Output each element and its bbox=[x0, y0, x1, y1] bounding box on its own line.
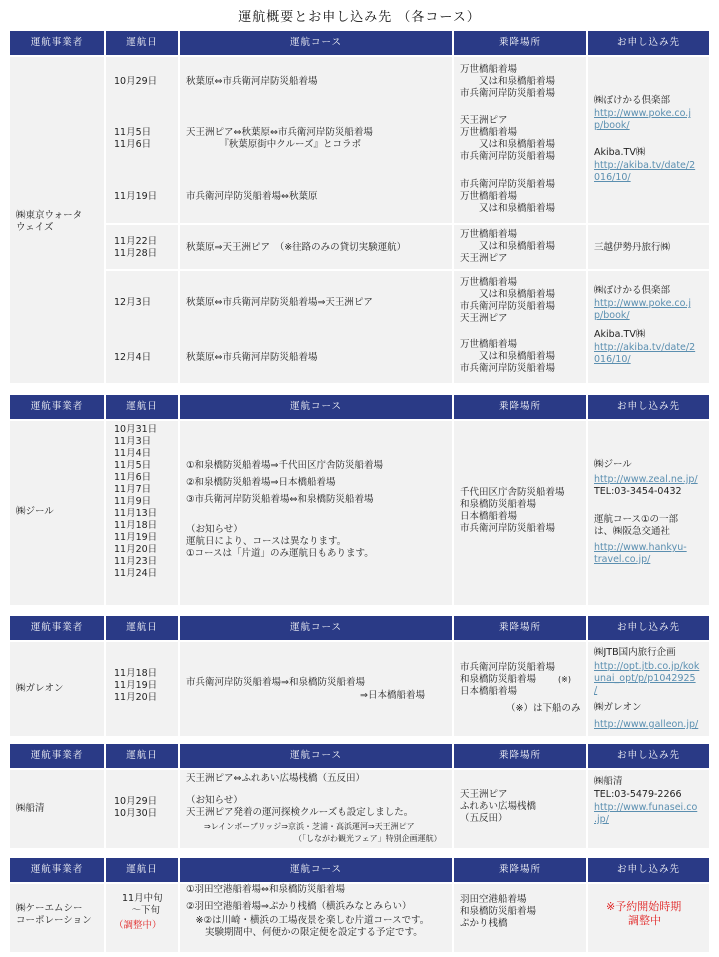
table-header bbox=[10, 31, 709, 55]
header-apply: お申し込み先 bbox=[588, 744, 709, 768]
operator-name: ㈱船清 bbox=[16, 803, 45, 814]
header-operator: 運航事業者 bbox=[10, 858, 104, 882]
row-course: 市兵衛河岸防災船着場⇒和泉橋防災船着場 bbox=[186, 677, 365, 688]
course-note: ⇒レインボーブリッジ⇒京浜・芝浦・高浜運河⇒天王洲ピア bbox=[204, 822, 415, 831]
header-course: 運航コース bbox=[180, 744, 452, 768]
row-date: 12月4日 bbox=[114, 352, 152, 363]
row-date: 11月5日 11月6日 bbox=[114, 127, 152, 150]
apply-link[interactable]: http://akiba.tv/date/2 016/10/ bbox=[594, 160, 696, 183]
row-course: 市兵衛河岸防災船着場⇔秋葉原 bbox=[186, 191, 318, 202]
apply-name: ㈱船清 bbox=[594, 776, 623, 787]
apply-tel: TEL:03-5479-2266 bbox=[594, 789, 682, 800]
course-2: ②和泉橋防災船着場⇒日本橋船着場 bbox=[186, 477, 336, 488]
header-apply: お申し込み先 bbox=[588, 858, 709, 882]
section-zeal bbox=[10, 395, 709, 605]
row-stops: 万世橋船着場 又は和泉橋船着場 市兵衛河岸防災船着場 天王洲ピア bbox=[460, 277, 556, 324]
section-kmc bbox=[10, 858, 709, 952]
course-1: ①羽田空港船着場⇔和泉橋防災船着場 bbox=[186, 884, 345, 895]
header-course: 運航コース bbox=[180, 31, 452, 55]
apply-name: Akiba.TV㈱ bbox=[594, 147, 646, 158]
course-note: （お知らせ） 天王洲ピア発着の運河探検クルーズも設定しました。 bbox=[186, 795, 414, 818]
row-course: 秋葉原⇒天王洲ピア （※往路のみの貸切実験運航） bbox=[186, 242, 407, 253]
apply-link[interactable]: http://www.poke.co.j p/book/ bbox=[594, 298, 691, 321]
header-stops: 乗降場所 bbox=[454, 744, 586, 768]
course-2: ②羽田空港船着場⇒ぷかり桟橋（横浜みなとみらい） bbox=[186, 901, 412, 912]
row-stops: 羽田空港船着場 和泉橋防災船着場 ぷかり桟橋 bbox=[460, 894, 537, 929]
stops-mark: (※) bbox=[558, 675, 571, 684]
apply-name: 三越伊勢丹旅行㈱ bbox=[594, 242, 671, 253]
row-date: 11月19日 bbox=[114, 191, 158, 202]
row-dates: 11月18日 11月19日 11月20日 bbox=[114, 668, 158, 703]
header-course: 運航コース bbox=[180, 395, 452, 419]
row-dates: 10月29日 10月30日 bbox=[114, 796, 158, 819]
header-stops: 乗降場所 bbox=[454, 858, 586, 882]
row-dates: 10月31日 11月3日 11月4日 11月5日 11月6日 11月7日 11月9日 11月13日 11月18日 11月19日 11月20日 11月23日 11月24日 bbox=[114, 424, 158, 579]
operator-name: ㈱ガレオン bbox=[16, 683, 64, 694]
header-operator: 運航事業者 bbox=[10, 744, 104, 768]
page-title: 運航概要とお申し込み先 （各コース） bbox=[238, 10, 481, 25]
apply-status: ※予約開始時期 調整中 bbox=[606, 900, 682, 927]
row-stops: 千代田区庁舎防災船着場 和泉橋防災船着場 日本橋船着場 市兵衛河岸防災船着場 bbox=[460, 487, 565, 534]
header-date: 運航日 bbox=[106, 616, 178, 640]
header-date: 運航日 bbox=[106, 858, 178, 882]
header-stops: 乗降場所 bbox=[454, 395, 586, 419]
row-course: 秋葉原⇔市兵衛河岸防災船着場⇒天王洲ピア bbox=[186, 297, 373, 308]
section-funasei bbox=[10, 744, 709, 848]
table-header bbox=[10, 616, 709, 640]
row-course: 秋葉原⇔市兵衛河岸防災船着場 bbox=[186, 352, 318, 363]
row-date: 12月3日 bbox=[114, 297, 152, 308]
header-apply: お申し込み先 bbox=[588, 395, 709, 419]
header-operator: 運航事業者 bbox=[10, 31, 104, 55]
header-apply: お申し込み先 bbox=[588, 31, 709, 55]
header-course: 運航コース bbox=[180, 616, 452, 640]
apply-link[interactable]: http://www.funasei.co .jp/ bbox=[594, 802, 698, 825]
header-date: 運航日 bbox=[106, 744, 178, 768]
course-note: （お知らせ） 運航日により、コースは異なります。 ①コースは「片道」のみ運航日もあります。 bbox=[186, 524, 374, 559]
dates-status: （調整中） bbox=[114, 920, 162, 931]
row-dates: 11月中旬 ～下旬 bbox=[122, 893, 163, 916]
row-stops: 天王洲ピア ふれあい広場桟橋 （五反田） bbox=[460, 789, 537, 824]
table-header bbox=[10, 858, 709, 882]
row-course: 天王洲ピア⇔秋葉原⇔市兵衛河岸防災船着場 『秋葉原街中クルーズ』とコラボ bbox=[186, 127, 373, 150]
apply-link[interactable]: http://www.hankyu- travel.co.jp/ bbox=[594, 542, 687, 565]
apply-link[interactable]: http://www.zeal.ne.jp/ bbox=[594, 474, 698, 485]
operator-name: ㈱ケーエムシー コーポレーション bbox=[16, 903, 92, 926]
row-stops: 万世橋船着場 又は和泉橋船着場 天王洲ピア bbox=[460, 229, 556, 264]
header-apply: お申し込み先 bbox=[588, 616, 709, 640]
header-stops: 乗降場所 bbox=[454, 31, 586, 55]
header-operator: 運航事業者 bbox=[10, 395, 104, 419]
header-course: 運航コース bbox=[180, 858, 452, 882]
apply-name: ㈱ジール bbox=[594, 459, 632, 470]
table-header bbox=[10, 744, 709, 768]
apply-link[interactable]: http://www.poke.co.j p/book/ bbox=[594, 108, 691, 131]
row-course: 秋葉原⇔市兵衛河岸防災船着場 bbox=[186, 76, 318, 87]
apply-name: ㈱ぽけかる倶楽部 bbox=[594, 285, 671, 296]
row-date: 10月29日 bbox=[114, 76, 158, 87]
row-stops: 日本橋船着場 bbox=[460, 686, 518, 697]
apply-name: ㈱ぽけかる倶楽部 bbox=[594, 95, 671, 106]
row-stops: 万世橋船着場 又は和泉橋船着場 市兵衛河岸防災船着場 bbox=[460, 339, 556, 374]
row-course: ⇒日本橋船着場 bbox=[360, 690, 425, 701]
apply-link[interactable]: http://akiba.tv/date/2 016/10/ bbox=[594, 342, 696, 365]
apply-name: ㈱JTB国内旅行企画 bbox=[594, 647, 676, 658]
header-operator: 運航事業者 bbox=[10, 616, 104, 640]
apply-tel: TEL:03-3454-0432 bbox=[594, 486, 682, 497]
apply-link[interactable]: http://www.galleon.jp/ bbox=[594, 719, 699, 730]
apply-link[interactable]: http://opt.jtb.co.jp/kok unai_opt/p/p1042925 / bbox=[594, 661, 700, 696]
table-header bbox=[10, 395, 709, 419]
row-stops: 万世橋船着場 又は和泉橋船着場 市兵衛河岸防災船着場 bbox=[460, 64, 556, 99]
row-stops: 天王洲ピア 万世橋船着場 又は和泉橋船着場 市兵衛河岸防災船着場 bbox=[460, 115, 556, 162]
row-stops: 市兵衛河岸防災船着場 和泉橋防災船着場 bbox=[460, 662, 556, 685]
header-stops: 乗降場所 bbox=[454, 616, 586, 640]
row-stops: 市兵衛河岸防災船着場 万世橋船着場 又は和泉橋船着場 bbox=[460, 179, 556, 214]
operator-name: ㈱東京ウォータ ウェイズ bbox=[16, 210, 83, 233]
course-3: ③市兵衛河岸防災船着場⇔和泉橋防災船着場 bbox=[186, 494, 374, 505]
apply-name: Akiba.TV㈱ bbox=[594, 329, 646, 340]
section-galleon bbox=[10, 616, 709, 736]
header-date: 運航日 bbox=[106, 395, 178, 419]
course-note: ※②は川崎・横浜の工場夜景を楽しむ片道コースです。 実験期間中、何便かの限定便を設定する予定です。 bbox=[195, 915, 430, 938]
header-date: 運航日 bbox=[106, 31, 178, 55]
row-course: 天王洲ピア⇔ふれあい広場桟橋（五反田） bbox=[186, 773, 365, 784]
course-note: （「しながわ観光フェア」特別企画運航） bbox=[294, 834, 442, 843]
apply-name: ㈱ガレオン bbox=[594, 702, 642, 713]
apply-note: 運航コース①の一部 は、㈱阪急交通社 bbox=[594, 514, 679, 537]
operator-name: ㈱ジール bbox=[16, 506, 54, 517]
section-tokyo-waterways bbox=[10, 31, 709, 383]
stops-note: （※）は下船のみ bbox=[506, 703, 581, 714]
row-date: 11月22日 11月28日 bbox=[114, 236, 158, 259]
course-1: ①和泉橋防災船着場⇒千代田区庁舎防災船着場 bbox=[186, 460, 383, 471]
